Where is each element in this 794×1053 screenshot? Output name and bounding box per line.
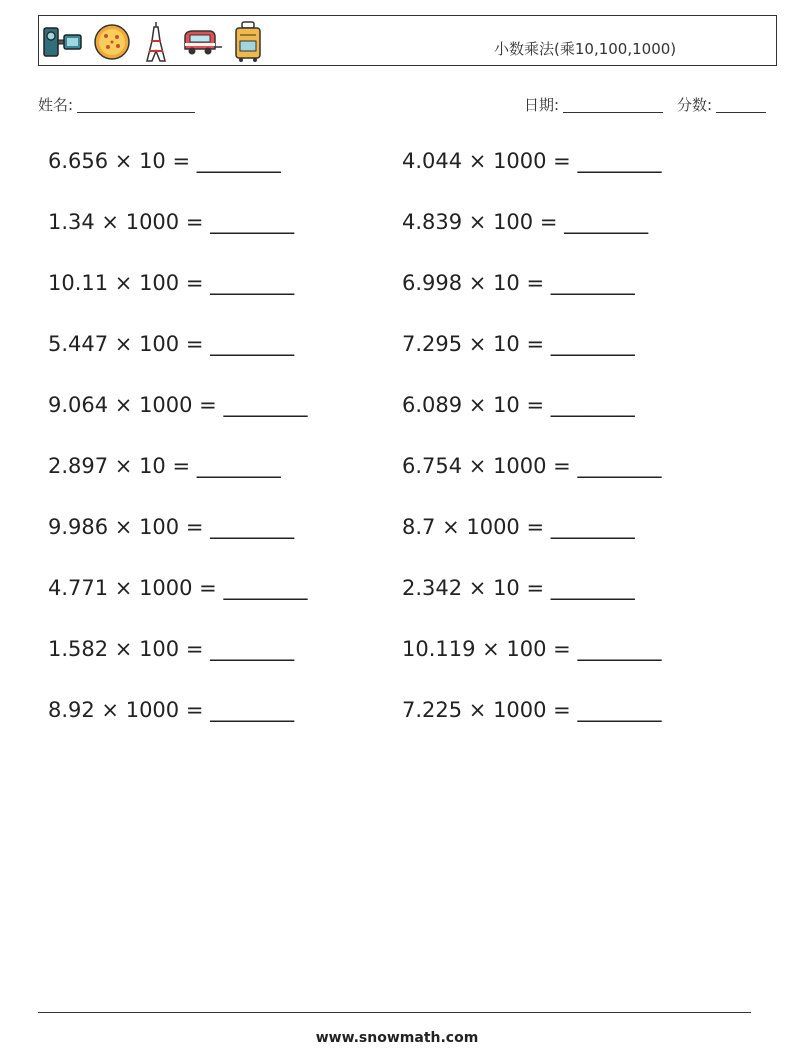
problem-left-2: 1.34 × 1000 = ________ bbox=[48, 210, 295, 234]
problem-right-5: 6.089 × 10 = ________ bbox=[402, 393, 635, 417]
pizza-icon bbox=[93, 24, 131, 60]
worksheet-header bbox=[38, 15, 777, 66]
problem-right-2: 4.839 × 100 = ________ bbox=[402, 210, 649, 234]
luggage-icon bbox=[233, 21, 263, 63]
problem-left-1: 6.656 × 10 = ________ bbox=[48, 149, 281, 173]
date-field bbox=[524, 94, 663, 115]
problem-right-6: 6.754 × 1000 = ________ bbox=[402, 454, 662, 478]
date-blank[interactable] bbox=[563, 98, 663, 113]
problem-left-6: 2.897 × 10 = ________ bbox=[48, 454, 281, 478]
problem-right-8: 2.342 × 10 = ________ bbox=[402, 576, 635, 600]
date-label: 日期: bbox=[524, 96, 560, 114]
problem-left-5: 9.064 × 1000 = ________ bbox=[48, 393, 308, 417]
problem-left-7: 9.986 × 100 = ________ bbox=[48, 515, 295, 539]
problem-right-10: 7.225 × 1000 = ________ bbox=[402, 698, 662, 722]
problem-right-7: 8.7 × 1000 = ________ bbox=[402, 515, 635, 539]
problem-right-4: 7.295 × 10 = ________ bbox=[402, 332, 635, 356]
score-blank[interactable] bbox=[716, 98, 766, 113]
header-icons bbox=[43, 21, 263, 63]
footer-divider bbox=[38, 1012, 751, 1013]
problem-right-1: 4.044 × 1000 = ________ bbox=[402, 149, 662, 173]
camper-van-icon bbox=[181, 27, 223, 57]
problem-right-3: 6.998 × 10 = ________ bbox=[402, 271, 635, 295]
problem-left-8: 4.771 × 1000 = ________ bbox=[48, 576, 308, 600]
problem-left-9: 1.582 × 100 = ________ bbox=[48, 637, 295, 661]
name-blank[interactable] bbox=[77, 98, 195, 113]
worksheet-title: 小数乘法(乘10,100,1000) bbox=[494, 40, 677, 58]
score-field bbox=[677, 94, 766, 115]
name-label: 姓名: bbox=[38, 96, 74, 114]
video-camera-icon bbox=[43, 26, 83, 58]
problem-right-9: 10.119 × 100 = ________ bbox=[402, 637, 662, 661]
eiffel-tower-icon bbox=[141, 21, 171, 63]
problem-left-4: 5.447 × 100 = ________ bbox=[48, 332, 295, 356]
name-field bbox=[38, 94, 195, 115]
problem-left-3: 10.11 × 100 = ________ bbox=[48, 271, 295, 295]
score-label: 分数: bbox=[677, 96, 713, 114]
problem-left-10: 8.92 × 1000 = ________ bbox=[48, 698, 295, 722]
footer-url[interactable]: www.snowmath.com bbox=[315, 1030, 479, 1046]
